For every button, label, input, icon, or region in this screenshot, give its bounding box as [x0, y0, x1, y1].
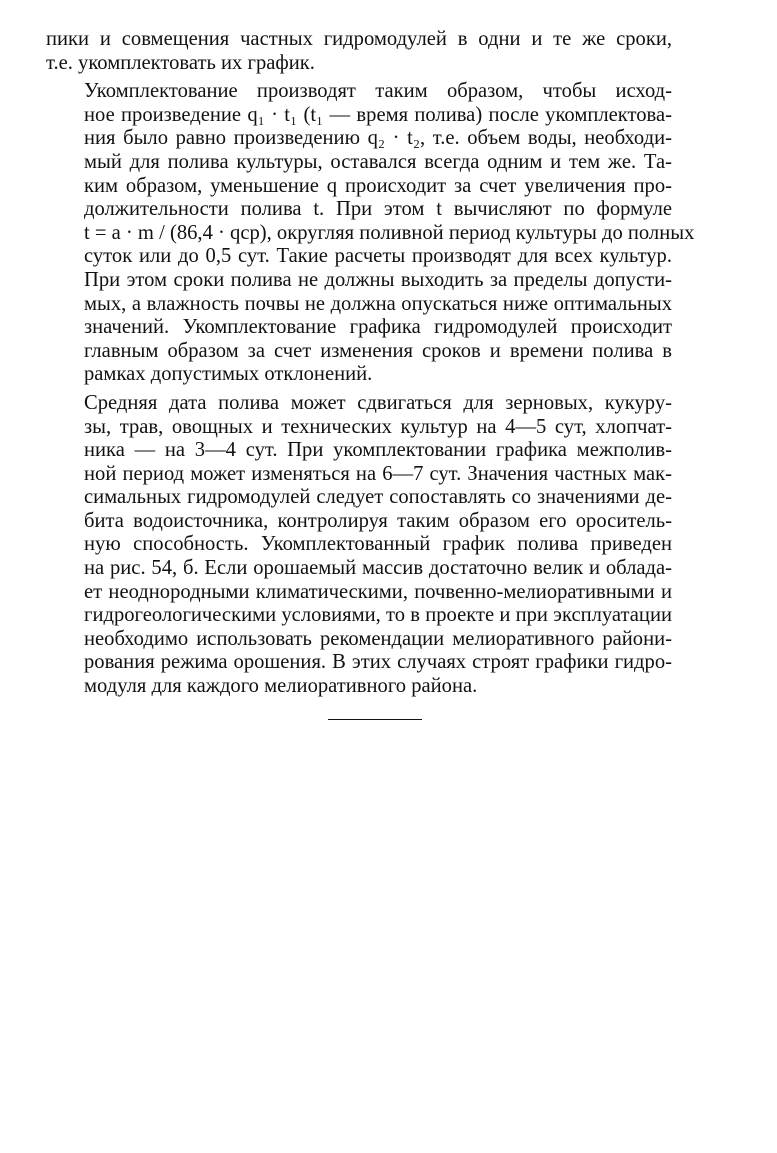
paragraph-2	[46, 80, 695, 387]
paragraph-1	[46, 28, 672, 75]
text-line: главным образом за счет изменения сроков и времени полива в	[84, 339, 672, 362]
text-line: рования режима орошения. В этих случаях строят графики гидро-	[84, 651, 672, 674]
paragraph-3	[46, 392, 672, 699]
text-line: гидрогеологическими условиями, то в проекте и при эксплуатации	[84, 604, 672, 627]
text-line: ет неоднородными климатическими, почвенно-мелиоративными и	[84, 580, 672, 603]
text-line: модуля для каждого мелиоративного района.	[84, 675, 478, 698]
text-line: ния было равно произведению q₂ · t₂, т.е. объем воды, необходи-	[84, 127, 672, 150]
text-line: рамках допустимых отклонений.	[84, 363, 373, 386]
text-line: ким образом, уменьшение q происходит за счет увеличения про-	[84, 174, 672, 197]
text-line: суток или до 0,5 сут. Такие расчеты производят для всех культур.	[84, 245, 672, 268]
text-line: бита водоисточника, контролируя таким образом его ороситель-	[84, 509, 672, 532]
text-line: Средняя дата полива может сдвигаться для зерновых, кукуру-	[84, 391, 672, 414]
text-line: на рис. 54, б. Если орошаемый массив достаточно велик и облада-	[84, 557, 672, 580]
page-text	[46, 28, 695, 704]
text-line: мый для полива культуры, оставался всегда одним и тем же. Та-	[84, 150, 672, 173]
text-line: ника — на 3—4 сут. При укомплектовании графика межполив-	[84, 439, 672, 462]
text-line: Укомплектование производят таким образом, чтобы исход-	[84, 80, 672, 103]
text-line: пики и совмещения частных гидромодулей в одни и те же сроки,	[46, 28, 672, 50]
text-line: значений. Укомплектование графика гидромодулей происходит	[84, 316, 672, 339]
formula-line: t = a · m / (86,4 · qср), округляя поливной период культуры до полных	[84, 221, 695, 244]
end-rule	[328, 719, 422, 720]
text-line: т.е. укомплектовать их график.	[46, 51, 315, 74]
text-line: ную способность. Укомплектованный график полива приведен	[84, 533, 672, 556]
text-line: ное произведение q₁ · t₁ (t₁ — время полива) после укомплектова-	[84, 103, 672, 126]
text-line: мых, а влажность почвы не должна опускаться ниже оптимальных	[84, 292, 672, 315]
text-line: ной период может изменяться на 6—7 сут. Значения частных мак-	[84, 462, 672, 485]
text-line: должительности полива t. При этом t вычисляют по формуле	[84, 198, 672, 221]
text-line: При этом сроки полива не должны выходить за пределы допусти-	[84, 268, 672, 291]
text-line: симальных гидромодулей следует сопоставлять со значениями де-	[84, 486, 672, 509]
text-line: зы, трав, овощных и технических культур на 4—5 сут, хлопчат-	[84, 415, 672, 438]
text-line: необходимо использовать рекомендации мелиоративного райони-	[84, 627, 672, 650]
